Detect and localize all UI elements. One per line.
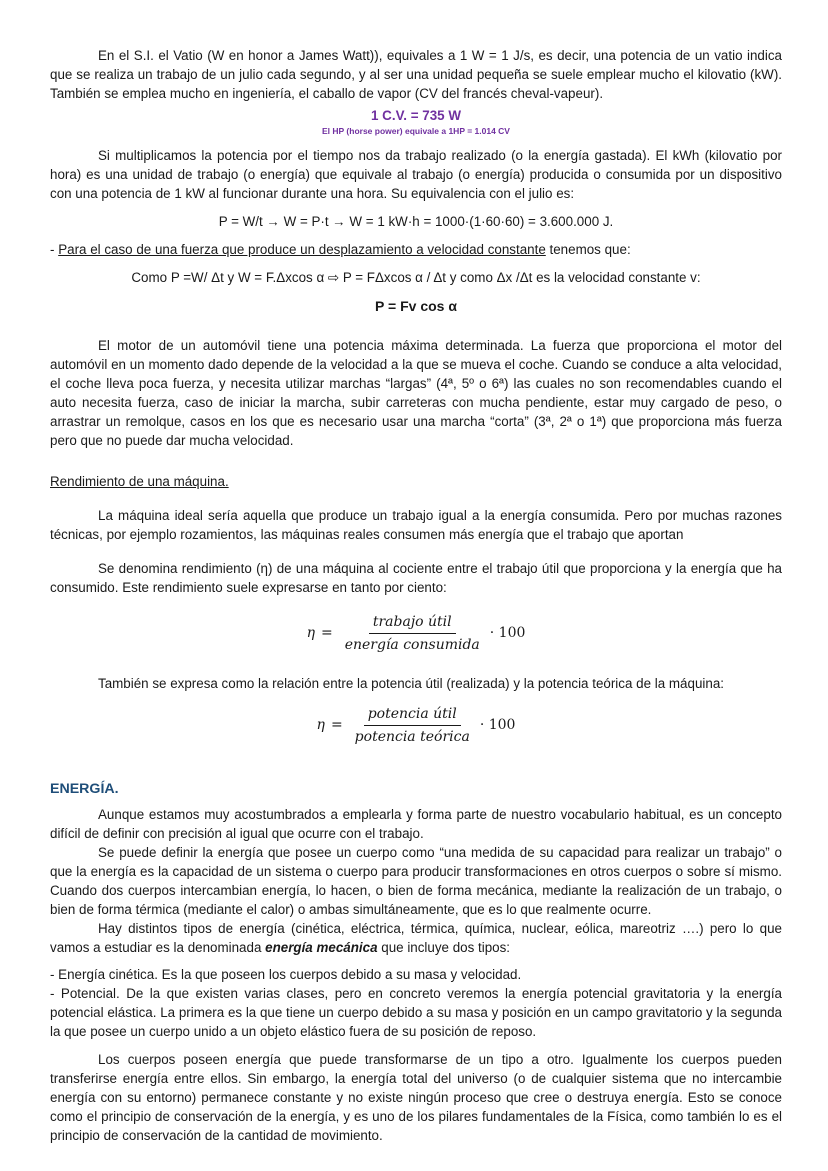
energia-mecanica-emphasis: energía mecánica	[265, 940, 378, 955]
power-formula: P = Fv cos α	[375, 298, 457, 314]
constant-velocity-line	[50, 240, 782, 259]
item-cinetica: - Energía cinética. Es la que poseen los cuerpos debido a su masa y velocidad.	[50, 967, 522, 982]
energia-heading: ENERGÍA.	[50, 781, 119, 797]
cv-equivalence: 1 C.V. = 735 W	[371, 108, 461, 123]
constant-velocity-suffix: tenemos que:	[545, 242, 631, 257]
efficiency-formula-work	[50, 613, 782, 654]
kwh-paragraph: Si multiplicamos la potencia por el tiempo nos da trabajo realizado (o la energía gastada). El kWh (kilovatio por hora) es una unidad de trabajo (o energía) que equivale al trabajo (o energía) producida o consumida por un dispositivo con una potencia de 1 kW al funcionar durante una hora. Su equivalencia con el julio es:	[50, 148, 782, 201]
constant-velocity-prefix: -	[50, 242, 59, 257]
potencia-paragraph: También se expresa como la relación entre la potencia útil (realizada) y la potencia teórica de la máquina:	[98, 676, 724, 691]
conservacion-paragraph: Los cuerpos poseen energía que puede transformarse de un tipo a otro. Igualmente los cuerpos pueden transferirse energía entre ellos. Sin embargo, la energía total del universo (o de cualquier sistema que no intercambie energía con su entorno) permanece constante y no existe ningún proceso que cree o destruya energía. Esto se conoce como el principio de conservación de la energía, y es uno de los pilares fundamentales de la Física, como también lo es el principio de conservación de la cantidad de movimiento.	[50, 1052, 782, 1143]
motor-paragraph: El motor de un automóvil tiene una potencia máxima determinada. La fuerza que proporciona el motor del automóvil en un momento dado depende de la velocidad a la que se mueva el coche. Cuando se conduce a alta velocidad, el coche lleva poca fuerza, y necesita utilizar marchas “largas” (4ª, 5º o 6ª) las cuales no son recomendables cuando el auto necesita fuerza, caso de iniciar la marcha, subir carreteras con mucha pendiente, estar muy cargado de peso, o arrastrar un remolque, casos en los que es necesario usar una marcha “corta” (3ª, 2ª o 1ª) que proporciona más fuerza pero que no puede dar mucha velocidad.	[50, 338, 782, 448]
rendimiento-paragraph: Se denomina rendimiento (η) de una máquina al cociente entre el trabajo útil que proporciona y la energía que ha consumido. Este rendimiento suele expresarse en tanto por ciento:	[50, 561, 782, 595]
document-page	[50, 46, 782, 1145]
ideal-machine-paragraph: La máquina ideal sería aquella que produce un trabajo igual a la energía consumida. Pero por muchas razones técnicas, por ejemplo rozamientos, las máquinas reales consumen más energía que el trabajo que aportan	[50, 508, 782, 542]
eta-symbol: η	[316, 717, 325, 733]
item-potencial: - Potencial. De la que existen varias clases, pero en concreto veremos la energía potencial gravitatoria y la energía potencial elástica. La primera es la que tiene un cuerpo debido a su masa y posición en un campo gravitatorio y la segunda la que posee un cuerpo unido a un objeto elástico fuera de su posición de reposo.	[50, 986, 782, 1039]
constant-velocity-underlined: Para el caso de una fuerza que produce un desplazamiento a velocidad constante	[58, 242, 546, 257]
fraction-denominator: energía consumida	[344, 637, 480, 653]
percent-factor: · 100	[489, 625, 526, 641]
fraction	[351, 705, 474, 746]
como-line: Como P =W/ Δt y W = F.Δxcos α ⇨ P = FΔxcos α / Δt y como Δx /Δt es la velocidad constante v:	[131, 270, 701, 285]
tipos-paragraph	[50, 919, 782, 957]
tipos-prefix: Hay distintos tipos de energía (cinética, eléctrica, térmica, química, nuclear, eólica, mareotriz ….) pero lo que vamos a estudiar es la denominada	[50, 921, 782, 955]
fraction-numerator: potencia útil	[364, 705, 461, 726]
watt-paragraph: En el S.I. el Vatio (W en honor a James Watt)), equivales a 1 W = 1 J/s, es decir, una potencia de un vatio indica que se realiza un trabajo de un julio cada segundo, y al ser una unidad pequeña se suele emplear mucho el kilovatio (kW). También se emplea mucho en ingeniería, el caballo de vapor (CV del francés cheval-vapeur).	[50, 48, 782, 101]
fraction-denominator: potencia teórica	[354, 729, 470, 745]
rendimiento-heading: Rendimiento de una máquina.	[50, 474, 229, 489]
percent-factor: · 100	[479, 717, 516, 733]
fraction-numerator: trabajo útil	[369, 613, 456, 634]
efficiency-formula-power	[50, 705, 782, 746]
equals-sign: =	[320, 625, 333, 641]
hp-equivalence: El HP (horse power) equivale a 1HP = 1.014 CV	[322, 126, 510, 136]
equals-sign: =	[330, 717, 343, 733]
fraction	[341, 613, 484, 654]
aunque-paragraph: Aunque estamos muy acostumbrados a emplearla y forma parte de nuestro vocabulario habitual, es un concepto difícil de definir con precisión al igual que ocurre con el trabajo.	[50, 807, 782, 841]
kwh-formula: P = W/t → W = P·t → W = 1 kW·h = 1000·(1·60·60) = 3.600.000 J.	[218, 214, 614, 229]
definir-paragraph: Se puede definir la energía que posee un cuerpo como “una medida de su capacidad para realizar un trabajo” o que la energía es la capacidad de un sistema o cuerpo para producir transformaciones en otros cuerpos o sobre sí mismo. Cuando dos cuerpos intercambian energía, lo hacen, o bien de forma mecánica, mediante la realización de un trabajo, o bien de forma térmica (mediante el calor) o ambas simultáneamente, que es lo que realmente ocurre.	[50, 845, 782, 917]
eta-symbol: η	[306, 625, 315, 641]
tipos-suffix: que incluye dos tipos:	[377, 940, 511, 955]
